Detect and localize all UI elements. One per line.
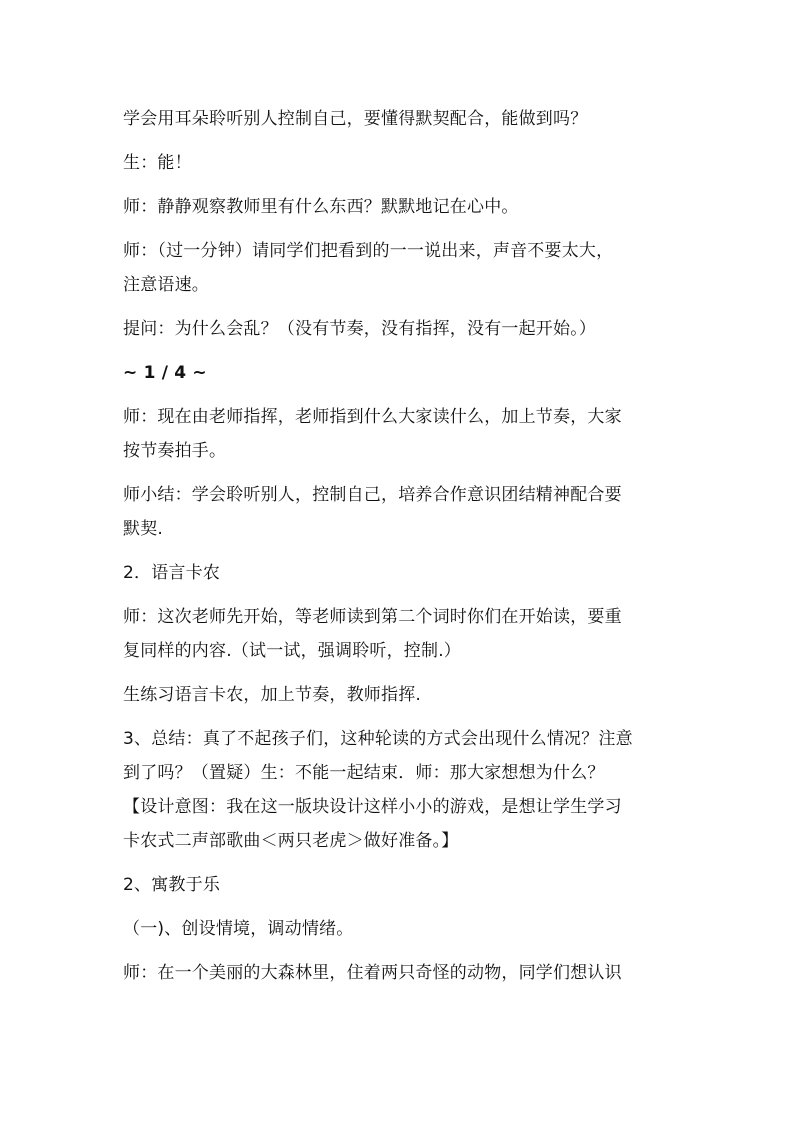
paragraph [123,190,683,224]
page-number: ~ 1 / 4 ~ [123,363,207,383]
text-line: 师：在一个美丽的大森林里，住着两只奇怪的动物，同学们想认识 [123,963,622,983]
paragraph [123,234,683,302]
paragraph [123,312,683,346]
text-line: 师：（过一分钟）请同学们把看到的一一说出来，声音不要太大， [123,241,614,261]
text-line: 提问：为什么会乱？（没有节奏，没有指挥，没有一起开始。） [123,319,597,339]
paragraph [123,678,683,712]
section-heading [123,868,683,902]
text-line: 【设计意图：我在这一版块设计这样小小的游戏，是想让学生学习 [123,797,622,817]
text-line: 卡农式二声部歌曲＜两只老虎＞做好准备。】 [123,831,459,851]
subsection-heading [123,912,683,946]
text-line: 按节奏拍手。 [123,441,227,461]
text-line: 生：能！ [123,153,192,173]
text-line: 复同样的内容.（试一试，强调聆听，控制.） [123,641,462,661]
paragraph [123,722,683,790]
text-line: 3、总结：真了不起孩子们，这种轮读的方式会出现什么情况？注意 [123,729,633,749]
text-line: 到了吗？（置疑）生：不能一起结束．师：那大家想想为什么？ [123,763,605,783]
paragraph [123,400,683,468]
text-line: 2、寓教于乐 [123,875,221,895]
paragraph [123,146,683,180]
text-line: （一)、创设情境，调动情绪。 [123,919,354,939]
text-line: 默契. [123,519,164,539]
document-body [123,102,683,990]
text-line: 学会用耳朵聆听别人控制自己，要懂得默契配合，能做到吗？ [123,109,588,129]
paragraph [123,600,683,668]
text-line: 生练习语言卡农，加上节奏，教师指挥. [123,685,422,705]
section-heading [123,556,683,590]
text-line: 师：现在由老师指挥，老师指到什么大家读什么，加上节奏，大家 [123,407,622,427]
text-line: 师小结：学会聆听别人，控制自己，培养合作意识团结精神配合要 [123,485,622,505]
text-line: 师：静静观察教师里有什么东西？默默地记在心中。 [123,197,519,217]
text-line: 注意语速。 [123,275,209,295]
text-line: 师：这次老师先开始，等老师读到第二个词时你们在开始读，要重 [123,607,622,627]
text-line: 2．语言卡农 [123,563,221,583]
paragraph [123,102,683,136]
page-marker [123,356,683,390]
paragraph [123,956,683,990]
paragraph [123,478,683,546]
design-intent-note [123,790,683,858]
